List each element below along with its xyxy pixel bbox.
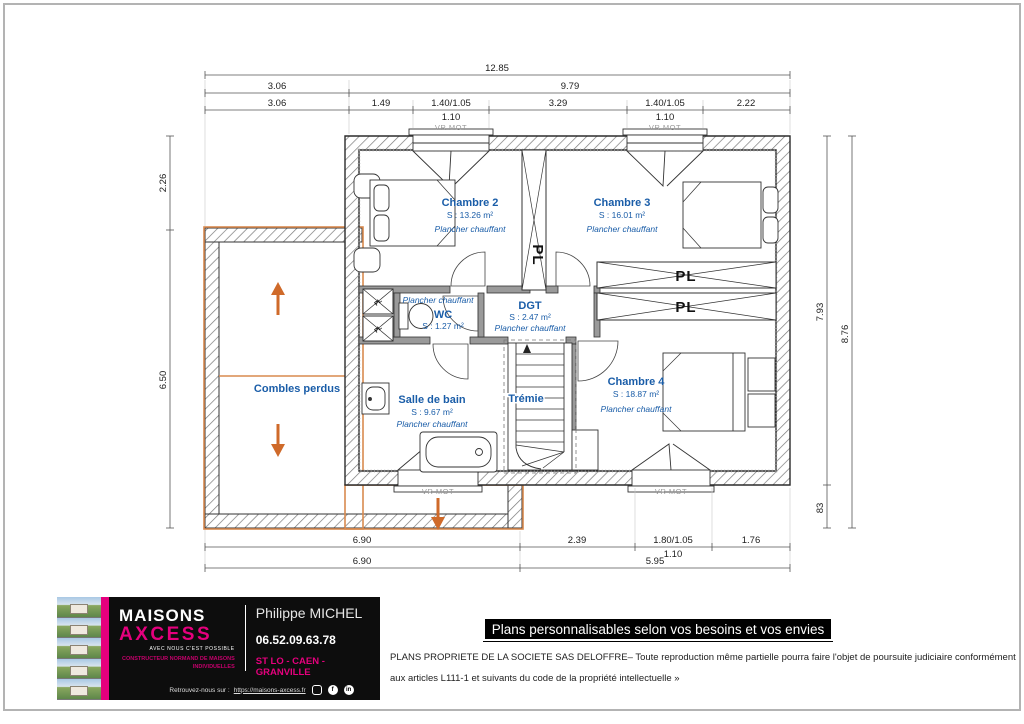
- dim-bottom: 6.90: [352, 556, 372, 567]
- room-floor-chambre3: Plancher chauffant: [586, 224, 658, 234]
- room-area-wc: S : 1.27 m²: [422, 321, 464, 331]
- contact-name: Philippe MICHEL: [255, 605, 363, 621]
- dim-bottom: 2.39: [567, 535, 587, 546]
- house-photo: [57, 679, 101, 700]
- dim-bottom: 6.90: [352, 535, 372, 546]
- room-area-chambre3: S : 16.01 m²: [598, 210, 646, 220]
- vr-mot-label: VR MOT: [654, 487, 688, 496]
- dim-left: 2.26: [158, 173, 169, 193]
- banner-underline: [483, 641, 833, 642]
- linkedin-icon[interactable]: in: [344, 685, 354, 695]
- disclaimer-line2: aux articles L111-1 et suivants du code de la propriété intellectuelle »: [390, 673, 680, 684]
- house-photo: [57, 618, 101, 639]
- room-label-wc: WC: [433, 309, 453, 321]
- brand-name-maisons: MAISONS: [119, 606, 206, 625]
- room-floor-chambre4: Plancher chauffant: [600, 404, 672, 414]
- room-label-combles: Combles perdus: [253, 383, 341, 395]
- dim-window: 1.10: [655, 112, 675, 123]
- website-link[interactable]: https://maisons-axcess.fr: [233, 686, 306, 694]
- dim-bottom: 1.76: [741, 535, 761, 546]
- business-card: [57, 597, 380, 700]
- room-label-sdb: Salle de bain: [398, 394, 466, 406]
- dim-right: 8.76: [840, 324, 851, 344]
- closet-label-right-1: PL: [675, 268, 697, 285]
- dim-left: 6.50: [158, 370, 169, 390]
- dim-top: 1.49: [371, 98, 391, 109]
- room-label-chambre4: Chambre 4: [607, 376, 665, 388]
- house-photo-strip: [57, 597, 101, 700]
- facebook-icon[interactable]: f: [328, 685, 338, 695]
- room-label-tremie: Trémie: [508, 393, 544, 405]
- toilet-tank: [399, 303, 408, 329]
- house-photo: [57, 638, 101, 659]
- find-us-label: Retrouvez-nous sur :: [169, 686, 230, 694]
- pink-divider: [101, 597, 109, 700]
- closet-label-small-2: PL: [373, 325, 384, 335]
- card-divider: [245, 605, 246, 671]
- dim-bottom: 5.95: [645, 556, 665, 567]
- dim-top: 1.40/1.05: [431, 98, 471, 109]
- room-label-chambre2: Chambre 2: [441, 197, 499, 209]
- brand-tagline: AVEC NOUS C'EST POSSIBLE: [149, 646, 235, 652]
- bed-chambre3: [683, 182, 761, 248]
- house-photo: [57, 659, 101, 680]
- room-area-chambre2: S : 13.26 m²: [446, 210, 494, 220]
- banner-slogan: Plans personnalisables selon vos besoins et vos envies: [485, 619, 831, 639]
- staircase: [504, 340, 598, 473]
- dim-right: 7.93: [815, 302, 826, 322]
- dim-total-width: 12.85: [485, 63, 509, 74]
- dim-top: 3.29: [548, 98, 568, 109]
- brand-name-axcess: AXCESS: [119, 624, 213, 645]
- closet-label-right-2: PL: [675, 299, 697, 316]
- closet-label-vertical: PL: [529, 244, 546, 266]
- room-floor-sdb: Plancher chauffant: [396, 419, 468, 429]
- room-floor-wc: Plancher chauffant: [402, 295, 474, 305]
- dim-right: 83: [815, 502, 826, 514]
- dim-window: 1.10: [441, 112, 461, 123]
- dim-top: 3.06: [267, 98, 287, 109]
- vr-mot-label: VR MOT: [421, 487, 455, 496]
- room-floor-chambre2: Plancher chauffant: [434, 224, 506, 234]
- dim-top: 9.79: [560, 81, 580, 92]
- house-photo: [57, 597, 101, 618]
- room-label-dgt: DGT: [518, 300, 542, 312]
- contact-cities: ST LO - CAEN - GRANVILLE: [255, 656, 325, 678]
- dimensions-left: [166, 136, 174, 528]
- vr-mot-label: VR MOT: [434, 123, 468, 132]
- dim-top: 2.22: [736, 98, 756, 109]
- instagram-icon[interactable]: [312, 685, 322, 695]
- room-area-dgt: S : 2.47 m²: [509, 312, 551, 322]
- vr-mot-label: VR MOT: [648, 123, 682, 132]
- dim-top: 1.40/1.05: [645, 98, 685, 109]
- closet-label-small-1: PL: [373, 298, 384, 308]
- brand-logo: [109, 597, 235, 675]
- room-area-chambre4: S : 18.87 m²: [612, 389, 660, 399]
- dim-top: 3.06: [267, 81, 287, 92]
- copyright-disclaimer: [390, 647, 1022, 689]
- disclaimer-line1: PLANS PROPRIETE DE LA SOCIETE SAS DELOFFRE– Toute reproduction même partielle pourra faire l'objet de poursuite judiciaire conformément: [390, 652, 1016, 663]
- contact-phone[interactable]: 06.52.09.63.78: [255, 633, 336, 647]
- room-area-sdb: S : 9.67 m²: [411, 407, 453, 417]
- brand-subtitle: CONSTRUCTEUR NORMAND DE MAISONS INDIVIDUELLES: [122, 656, 235, 670]
- dim-bottom: 1.80/1.05: [653, 535, 693, 546]
- dim-window: 1.10: [663, 549, 683, 560]
- room-floor-dgt: Plancher chauffant: [494, 323, 566, 333]
- room-label-chambre3: Chambre 3: [593, 197, 651, 209]
- dimensions-bottom: [205, 488, 790, 572]
